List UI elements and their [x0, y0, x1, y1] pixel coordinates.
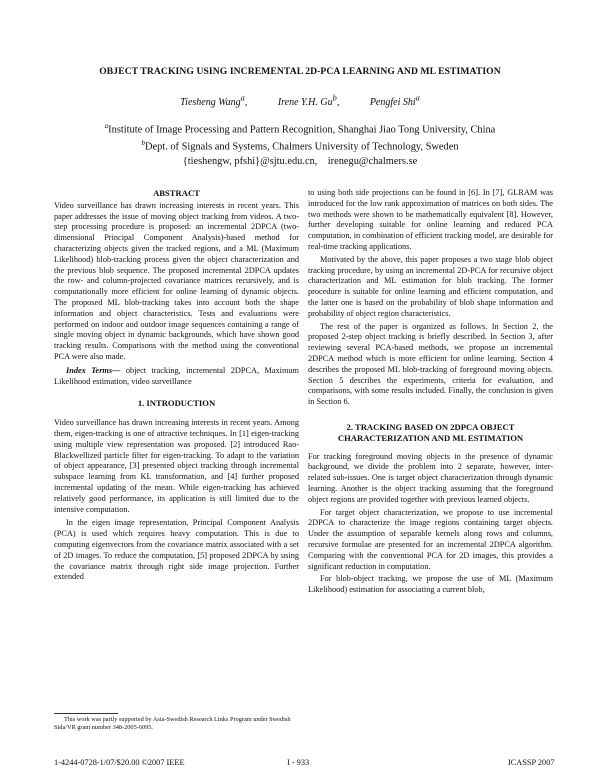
author: Irene Y.H. Gu$^b$, [277, 94, 340, 109]
section2-heading: 2. TRACKING BASED ON 2DPCA OBJECT CHARACTERIZATION AND ML ESTIMATION [337, 421, 524, 443]
intro-paragraph: In the eigen image representation, Principal Component Analysis (PCA) is used which requires heavy computation. This is due to computing eigenvectors from the covariance matrix associated with a set of 2D images. To reduce the computation, [5] proposed 2DPCA by using the covariance matrix through right side image projection. Further extended [54, 518, 299, 582]
footnote: This work was partly supported by Asia-Swedish Research Links Program under Swedish Sida/VR grant number 348-2005-6095. [54, 716, 291, 732]
body-paragraph: For target object characterization, we propose to use incremental 2DPCA to characterize the image regions containing target objects. Under the assumption of separable kernels along rows and columns, recursive formulae are presented for an incremental 2DPCA algorithm. Comparing with the conventional PCA for 2D images, this provides a significant reduction in computation. [308, 507, 553, 571]
intro-paragraph: Video surveillance has drawn increasing interests in recent years. Among them, eigen-tracking is one of attractive techniques. In [1] eigen-tracking using multiple view representation was proposed. [2] introduced Rao-Blackwellized particle filter for eigen-tracking. To adapt to the variation of object appearance, [3] presented object tracking through incremental subspace learning from KL transformation, and [4] further proposed incremental updating of the mean. While eigen-tracking has achieved relatively good performance, its application is still limited due to the intensive computation. [54, 418, 299, 514]
affiliations [30, 120, 570, 168]
author: Tiesheng Wang$^a$, [180, 94, 248, 109]
body-paragraph: The rest of the paper is organized as follows. In Section 2, the proposed 2-step object tracking is briefly described. In Section 3, after reviewing several PCA-based methods, we propose an incremental 2DPCA method which is more efficient for online learning. Section 4 describes the proposed ML blob-tracking of foreground moving objects. Section 5 describes the experiments, criteria for evaluation, and comparisons, with some results included. Finally, the conclusion is given in Section 6. [308, 321, 553, 407]
body-paragraph: to using both side projections can be found in [6]. In [7], GLRAM was introduced for the low rank approximation of matrices on both sides. The two methods were shown to be mathematically equivalent [8]. However, further developing suitable for online learning and reduced PCA computation, in combination of efficient tracking model, are desirable for real-time tracking applications. [308, 188, 553, 251]
footer-conference: ICASSP 2007 [508, 758, 555, 767]
footer-copyright: 1-4244-0728-1/07/$20.00 ©2007 IEEE [54, 758, 185, 767]
author: Pengfei Shi$^a$ [369, 94, 420, 109]
body-paragraph: For blob-object tracking, we propose the use of ML (Maximum Likelihood) estimation for associating a current blob, [308, 574, 553, 595]
affiliation-line: $^b$Dept. of Signals and Systems, Chalmers University of Technology, Sweden [141, 139, 459, 153]
abstract-text: Video surveillance has drawn increasing interests in recent years. This paper addresses the issue of moving object tracking from videos. A two-step processing procedure is proposed: an incremental 2DPCA (two-dimensional Principal Component Analysis)-based method for characterizing objects given the tracked regions, and a ML (Maximum Likelihood) blob-tracking process given the object characterization and the previous blob sequence. The proposed incremental 2DPCA updates the row- and column-projected covariance matrices recursively, and is computationally more efficient for online learning of dynamic objects. The proposed ML blob-tracking takes into account both the shape information and object characteristics. Tests and evaluations were performed on indoor and outdoor image sequences containing a range of single moving object in dynamic backgrounds, which have shown good tracking results. Comparisons with the method using the conventional PCA were also made. [54, 200, 299, 361]
footer-page-number: I - 933 [287, 758, 310, 767]
footnote-divider [54, 713, 118, 714]
email-line: {tieshengw, pfshi}@sjtu.edu.cn, irenegu@chalmers.se [182, 155, 418, 167]
index-terms: Index Terms— object tracking, incremental 2DPCA, Maximum Likelihood estimation, video surveillance [54, 365, 300, 386]
right-column [308, 188, 553, 596]
paper-title: OBJECT TRACKING USING INCREMENTAL 2D-PCA LEARNING AND ML ESTIMATION [99, 66, 501, 77]
abstract-heading: ABSTRACT [153, 188, 200, 198]
left-column [54, 188, 299, 583]
body-paragraph: For tracking foreground moving objects in the presence of dynamic background, we divide the problem into 2 separate, however, inter-related sub-issues. One is target object characterization through dynamic learning. Another is the object tracking assuming that the foreground object regions are provided together with previous learned objects. [308, 451, 553, 504]
author-list [30, 94, 570, 108]
body-paragraph: Motivated by the above, this paper proposes a two stage blob object tracking procedure, by using an incremental 2D-PCA for recursive object characterization and ML estimation for blob tracking. The former procedure is suitable for online learning and efficient computation, and the latter one is based on the probability of blob shape information and probability of object region characteristics. [308, 254, 553, 318]
affiliation-line: $^a$Institute of Image Processing and Pattern Recognition, Shanghai Jiao Tong University, China [104, 122, 496, 136]
introduction-heading: 1. INTRODUCTION [137, 398, 216, 409]
